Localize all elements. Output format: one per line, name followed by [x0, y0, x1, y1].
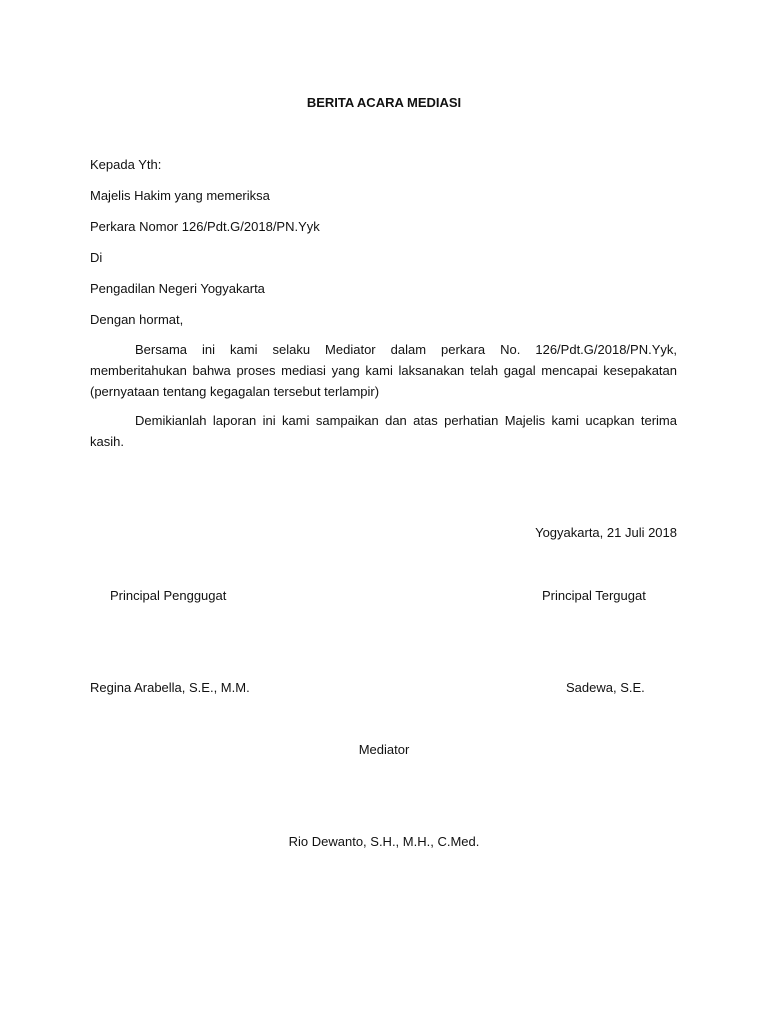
recipient-line-1: Majelis Hakim yang memeriksa	[90, 188, 270, 203]
plaintiff-role: Principal Penggugat	[110, 588, 227, 603]
recipient-line-4: Pengadilan Negeri Yogyakarta	[90, 281, 265, 296]
place-date: Yogyakarta, 21 Juli 2018	[535, 525, 677, 540]
greeting: Dengan hormat,	[90, 312, 184, 327]
recipient-line-2: Perkara Nomor 126/Pdt.G/2018/PN.Yyk	[90, 219, 320, 234]
defendant-role: Principal Tergugat	[542, 588, 646, 603]
recipient-line-3: Di	[90, 250, 103, 265]
salutation-to: Kepada Yth:	[90, 157, 162, 172]
paragraph-1: Bersama ini kami selaku Mediator dalam perkara No. 126/Pdt.G/2018/PN.Yyk, memberitahukan bahwa proses mediasi yang kami laksanakan telah gagal mencapai kesepakatan (pernyataan tentang kegagalan tersebut terlampir)	[90, 342, 677, 399]
document-title: BERITA ACARA MEDIASI	[306, 95, 462, 110]
defendant-name: Sadewa, S.E.	[566, 680, 645, 695]
mediator-name: Rio Dewanto, S.H., M.H., C.Med.	[288, 834, 480, 849]
paragraph-2: Demikianlah laporan ini kami sampaikan dan atas perhatian Majelis kami ucapkan terima kasih.	[90, 413, 677, 449]
plaintiff-name: Regina Arabella, S.E., M.M.	[90, 680, 250, 695]
mediator-role: Mediator	[358, 742, 410, 757]
